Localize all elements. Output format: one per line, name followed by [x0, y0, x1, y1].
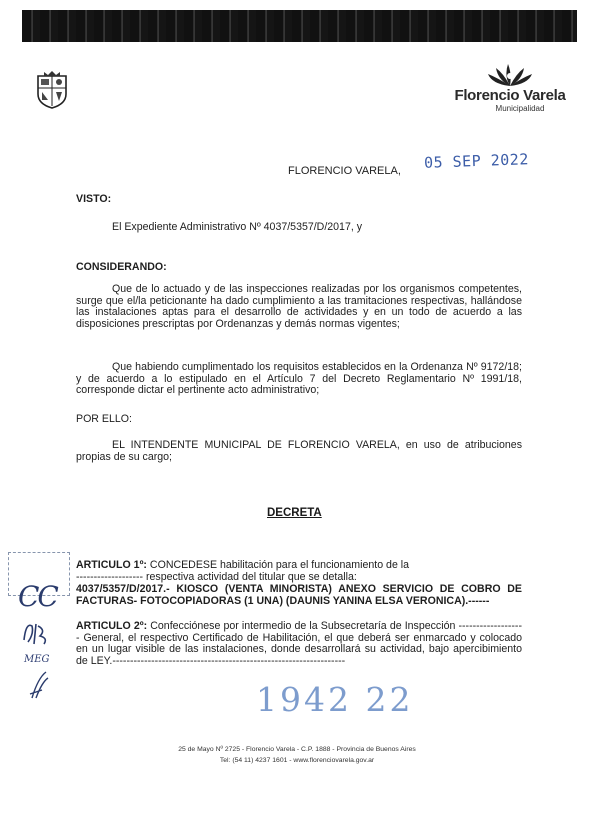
footer-address: 25 de Mayo Nº 2725 - Florencio Varela - C.P. 1888 - Provincia de Buenos Aires — [178, 746, 416, 753]
articulo-1-line — [76, 560, 522, 572]
considerando-paragraph-1: Que de lo actuado y de las inspecciones realizadas por los organismos competentes, surge que el/la peticionante ha dado cumplimiento a las tramitaciones respectivas, hallándose las instalaciones aptas para el desarrollo de actividades y en un todo de acuerdo a las disposiciones prescriptas por Ordenanzas y demás normas vigentes; — [76, 283, 522, 331]
logo-subtitle: Municipalidad — [495, 104, 545, 113]
considerando-heading: CONSIDERANDO: — [76, 261, 167, 273]
logo-name: Florencio Varela — [454, 87, 566, 104]
decreta-heading: DECRETA — [267, 507, 322, 519]
visto-heading: VISTO: — [76, 193, 112, 205]
footer-contact: Tel: (54 11) 4237 1601 - www.florenciovarela.gov.ar — [219, 757, 375, 764]
florencio-varela-logo — [440, 62, 580, 122]
handwritten-initials-signature — [20, 618, 54, 648]
articulo-1-detail: 4037/5357/D/2017.- KIOSCO (VENTA MINORISTA) ANEXO SERVICIO DE COBRO DE FACTURAS- FOTOCOPIADORAS (1 UNA) (DAUNIS YANINA ELSA VERONICA).------ — [76, 583, 522, 607]
place-label: FLORENCIO VARELA, — [288, 165, 401, 177]
articulo-1-text: CONCEDESE habilitación para el funcionamiento de la — [149, 559, 410, 571]
date-stamp: 05 SEP 2022 — [423, 150, 530, 172]
leaf-flame-icon — [488, 62, 532, 88]
handwritten-signature-mark — [28, 668, 52, 702]
scan-top-bar — [22, 10, 577, 42]
articulo-2-text: Confecciónese por intermedio de la Subsecretaría de Inspección ------------------- General, el respectivo Certificado de Habilitación, el que deberá ser enmarcado y colocado en un lugar visible de las instalaciones, donde desarrollará su actividad, bajo apercibimiento de LEY.------------------------------------------------------------------ — [76, 620, 522, 668]
articulo-2-label: ARTICULO 2º: — [76, 620, 148, 632]
articulo-1-label: ARTICULO 1º: — [76, 559, 147, 571]
por-ello-label: POR ELLO: — [76, 413, 132, 425]
handwritten-cc: CC — [18, 580, 57, 613]
articulo-2-paragraph — [76, 621, 522, 668]
resolution-number-stamp: 1942 22 — [256, 680, 414, 719]
municipal-crest-icon — [34, 70, 70, 110]
articulo-1-line-2: ------------------- respectiva actividad del titular que se detalla: — [76, 571, 357, 583]
visto-text: El Expediente Administrativo Nº 4037/5357/D/2017, y — [112, 221, 363, 233]
considerando-paragraph-2: Que habiendo cumplimentado los requisitos establecidos en la Ordenanza Nº 9172/18; y de acuerdo a lo estipulado en el Artículo 7 del Decreto Reglamentario Nº 1991/18, corresponde dictar el pertinente acto administrativo; — [76, 361, 522, 397]
handwritten-initials: MEG — [24, 654, 50, 665]
intendente-paragraph: EL INTENDENTE MUNICIPAL DE FLORENCIO VARELA, en uso de atribuciones propias de su cargo; — [76, 439, 522, 463]
